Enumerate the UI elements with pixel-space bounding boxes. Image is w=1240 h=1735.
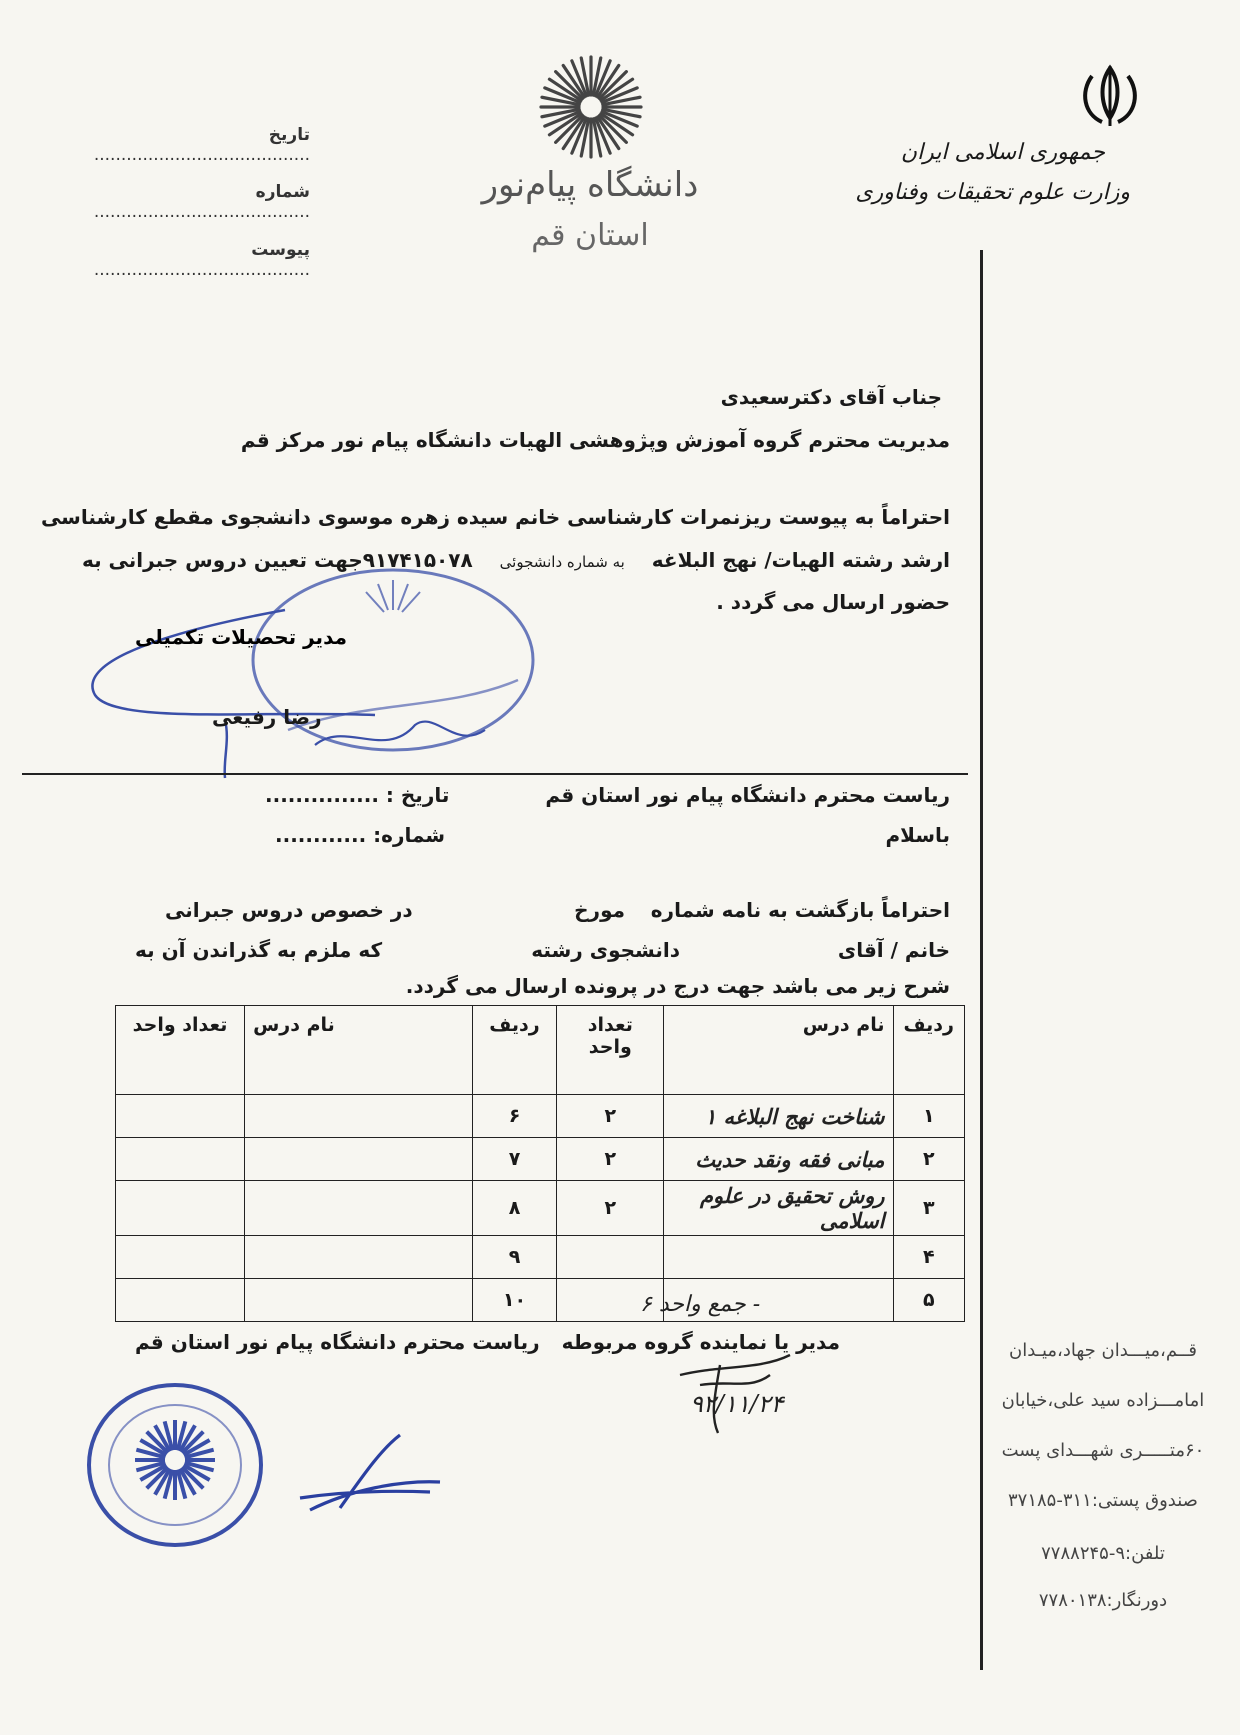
payame-noor-logo-icon xyxy=(536,52,646,162)
province-name: استان قم xyxy=(531,218,649,253)
col-row-1: ردیف xyxy=(893,1006,965,1095)
handwritten-date: ۹۲/۱۱/۲۴ xyxy=(690,1390,784,1418)
col-units-2: تعداد واحد xyxy=(116,1006,245,1095)
president-label: ریاست محترم دانشگاه پیام نور استان قم xyxy=(135,1330,540,1354)
cell-row: ۳ xyxy=(893,1181,965,1236)
table-row xyxy=(116,1095,965,1138)
cell-row: ۱ xyxy=(893,1095,965,1138)
ref-date-field xyxy=(70,125,310,165)
cell-course-name: روش تحقیق در علوم اسلامی xyxy=(664,1181,893,1236)
address-phone: تلفن:۹-۷۷۸۸۲۴۵ xyxy=(1041,1543,1165,1564)
cell-units xyxy=(116,1138,245,1181)
cell-units xyxy=(116,1279,245,1322)
cell-course-name xyxy=(245,1181,472,1236)
cell-course-name xyxy=(245,1138,472,1181)
cell-units xyxy=(116,1095,245,1138)
body-line-2-major: ارشد رشته الهیات/ نهج البلاغه xyxy=(651,548,950,572)
table-row xyxy=(116,1181,965,1236)
col-row-2: ردیف xyxy=(472,1006,557,1095)
cell-units xyxy=(116,1236,245,1279)
body-line-2-id: ۹۱۷۴۱۵۰۷۸جهت تعیین دروس جبرانی به xyxy=(81,548,473,572)
ref-number-field xyxy=(70,182,310,222)
letter2-row2-b: دانشجوی رشته xyxy=(531,938,680,962)
addressee-name: جناب آقای دکترسعیدی xyxy=(720,385,942,409)
group-manager-label: مدیر یا نماینده گروه مربوطه xyxy=(561,1330,840,1354)
col-name-2: نام درس xyxy=(245,1006,472,1095)
letter2-greeting: باسلام xyxy=(885,823,950,847)
ref-date-label: تاریخ xyxy=(268,125,310,145)
ref-dots: ........................................ xyxy=(93,202,310,222)
table-row xyxy=(116,1279,965,1322)
cell-units xyxy=(557,1236,664,1279)
body-line-3: حضور ارسال می گردد . xyxy=(716,590,950,614)
president-signature-icon xyxy=(290,1420,450,1520)
iran-emblem-icon xyxy=(1070,62,1150,134)
course-table xyxy=(115,1005,965,1322)
letter2-addressee: ریاست محترم دانشگاه پیام نور استان قم xyxy=(545,783,950,807)
col-units-1: تعداد واحد xyxy=(557,1006,664,1095)
body-line-2-id-label: به شماره دانشجوئی xyxy=(499,553,625,571)
letter2-row1-a: احتراماً بازگشت به نامه شماره xyxy=(650,898,950,922)
letter2-date: تاریخ : ............... xyxy=(265,783,450,807)
cell-units: ۲ xyxy=(557,1181,664,1236)
cell-course-name: شناخت نهج البلاغه ۱ xyxy=(664,1095,893,1138)
addressee-title: مدیریت محترم گروه آموزش وپژوهشی الهیات دانشگاه پیام نور مرکز قم xyxy=(240,428,950,452)
letter2-row1-b: مورخ xyxy=(574,898,625,922)
margin-rule xyxy=(980,250,983,1670)
ref-dots: ........................................ xyxy=(93,145,310,165)
cell-row: ۹ xyxy=(472,1236,557,1279)
letter2-row3: شرح زیر می باشد جهت درج در پرونده ارسال می گردد. xyxy=(405,974,950,998)
table-row xyxy=(116,1236,965,1279)
table-header-row xyxy=(116,1006,965,1095)
section-divider xyxy=(22,773,968,775)
ref-attachment-label: پیوست xyxy=(251,240,310,260)
col-name-1: نام درس xyxy=(664,1006,893,1095)
address-line-4: صندوق پستی:۳۱۱-۳۷۱۸۵ xyxy=(1008,1490,1198,1511)
cell-units: ۲ xyxy=(557,1095,664,1138)
cell-course-name xyxy=(245,1095,472,1138)
table-row xyxy=(116,1138,965,1181)
round-stamp-icon xyxy=(85,1380,265,1550)
ref-number-label: شماره xyxy=(255,182,310,202)
cell-course-name xyxy=(664,1236,893,1279)
cell-course-name xyxy=(245,1236,472,1279)
cell-row: ۵ xyxy=(893,1279,965,1322)
signer-title: مدیر تحصیلات تکمیلی xyxy=(135,625,348,649)
letter2-row1-c: در خصوص دروس جبرانی xyxy=(165,898,413,922)
cell-row: ۴ xyxy=(893,1236,965,1279)
address-fax: دورنگار:۷۷۸۰۱۳۸ xyxy=(1038,1590,1168,1611)
letter2-number: شماره: ............ xyxy=(275,823,446,847)
total-units-note: - جمع واحد ۶ xyxy=(640,1292,761,1317)
gov-line-2: وزارت علوم تحقیقات وفناوری xyxy=(855,180,1130,205)
cell-row: ۲ xyxy=(893,1138,965,1181)
letter2-row2-c: که ملزم به گذراندن آن به xyxy=(135,938,383,962)
cell-row: ۷ xyxy=(472,1138,557,1181)
ref-dots: ........................................ xyxy=(93,260,310,280)
address-line-2: امامـــزاده سید علی،خیابان xyxy=(1001,1390,1205,1411)
letter2-row2-a: خانم / آقای xyxy=(837,938,950,962)
address-line-1: قــم،میـــدان جهاد،میـدان xyxy=(1009,1340,1197,1361)
cell-units: ۲ xyxy=(557,1138,664,1181)
cell-course-name: مبانی فقه ونقد حدیث xyxy=(664,1138,893,1181)
gov-line-1: جمهوری اسلامی ایران xyxy=(900,140,1105,165)
cell-row: ۸ xyxy=(472,1181,557,1236)
ref-attachment-field xyxy=(70,240,310,280)
cell-row: ۱۰ xyxy=(472,1279,557,1322)
cell-course-name xyxy=(245,1279,472,1322)
university-name: دانشگاه پیام‌نور xyxy=(481,165,699,205)
body-line-1: احتراماً به پیوست ریزنمرات کارشناسی خانم سیده زهره موسوی دانشجوی مقطع کارشناسی xyxy=(40,505,950,529)
cell-row: ۶ xyxy=(472,1095,557,1138)
signer-name: رضا رفیعی xyxy=(212,705,322,729)
cell-units xyxy=(116,1181,245,1236)
address-line-3: ۶۰متـــــری شهـــدای پست xyxy=(1001,1440,1205,1461)
